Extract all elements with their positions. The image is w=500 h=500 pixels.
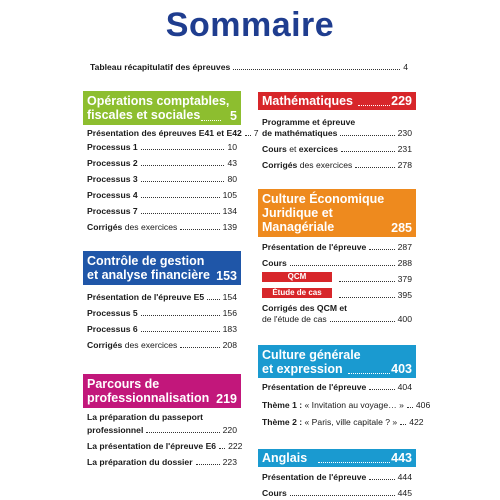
section-page: 153 (216, 269, 237, 283)
toc-entry[interactable]: Présentation des épreuves E41 et E42 7 (87, 128, 259, 138)
toc-entry-intro[interactable] (90, 62, 408, 72)
toc-entry[interactable]: La préparation du passeport (87, 412, 204, 422)
section-title-line: Opérations comptables, (87, 94, 230, 108)
section-header-culture-generale[interactable]: Culture générale et expression 403 (258, 345, 416, 378)
toc-entry[interactable]: Processus 4 105 (87, 190, 237, 200)
toc-entry[interactable]: professionnel 220 (87, 425, 237, 435)
qcm-tag: QCM (262, 272, 332, 282)
section-page: 403 (391, 362, 412, 376)
toc-entry[interactable]: Présentation de l'épreuve 287 (262, 242, 412, 252)
toc-entry[interactable]: Présentation de l'épreuve 404 (262, 382, 412, 392)
toc-entry[interactable]: Thème 2 : « Paris, ville capitale ? » 422 (262, 417, 424, 427)
toc-entry[interactable]: Programme et épreuve (262, 117, 356, 127)
section-page: 229 (391, 94, 412, 108)
toc-entry[interactable]: Processus 6 183 (87, 324, 237, 334)
toc-entry[interactable]: 395 (336, 290, 412, 300)
section-title-line: fiscales et sociales (87, 108, 201, 122)
leader-dots (233, 69, 400, 70)
section-header-parcours[interactable]: Parcours de professionnalisation 219 (83, 374, 241, 408)
toc-entry[interactable]: Cours 288 (262, 258, 412, 268)
toc-entry[interactable]: de l'étude de cas 400 (262, 314, 412, 324)
etude-de-cas-tag: Étude de cas (262, 288, 332, 298)
section-header-maths[interactable]: Mathématiques 229 (258, 92, 416, 110)
toc-entry[interactable]: La préparation du dossier 223 (87, 457, 237, 467)
toc-entry[interactable]: La présentation de l'épreuve E6 222 (87, 441, 243, 451)
toc-entry[interactable]: Corrigés des exercices 278 (262, 160, 412, 170)
toc-entry[interactable]: Cours et exercices 231 (262, 144, 412, 154)
toc-entry[interactable]: Corrigés des exercices 139 (87, 222, 237, 232)
section-header-anglais[interactable]: Anglais 443 (258, 449, 416, 467)
toc-entry[interactable]: Corrigés des QCM et (262, 303, 348, 313)
section-header-controle[interactable]: Contrôle de gestion et analyse financière 153 (83, 251, 241, 285)
toc-entry[interactable]: Présentation de l'épreuve E5 154 (87, 292, 237, 302)
toc-entry[interactable]: Processus 1 10 (87, 142, 237, 152)
toc-entry[interactable]: Corrigés des exercices 208 (87, 340, 237, 350)
page-title: Sommaire (165, 6, 335, 44)
toc-entry[interactable]: Processus 2 43 (87, 158, 237, 168)
section-page: 5 (230, 109, 237, 123)
section-page: 443 (391, 451, 412, 465)
toc-page: 4 (403, 62, 408, 72)
toc-entry[interactable]: Thème 1 : « Invitation au voyage… » 406 (262, 400, 431, 410)
toc-entry[interactable]: Cours 445 (262, 488, 412, 498)
toc-entry[interactable]: Processus 3 80 (87, 174, 237, 184)
section-header-culture-eco[interactable]: Culture Économique Juridique et Managériale 285 (258, 189, 416, 237)
toc-entry[interactable]: Processus 5 156 (87, 308, 237, 318)
section-page: 285 (391, 221, 412, 235)
toc-label: Tableau récapitulatif des épreuves (90, 62, 231, 72)
section-header-operations[interactable] (83, 91, 241, 125)
section-page: 219 (216, 392, 237, 406)
toc-entry[interactable]: 379 (336, 274, 412, 284)
toc-entry[interactable]: Présentation de l'épreuve 444 (262, 472, 412, 482)
toc-entry[interactable]: Processus 7 134 (87, 206, 237, 216)
toc-entry[interactable]: de mathématiques 230 (262, 128, 412, 138)
